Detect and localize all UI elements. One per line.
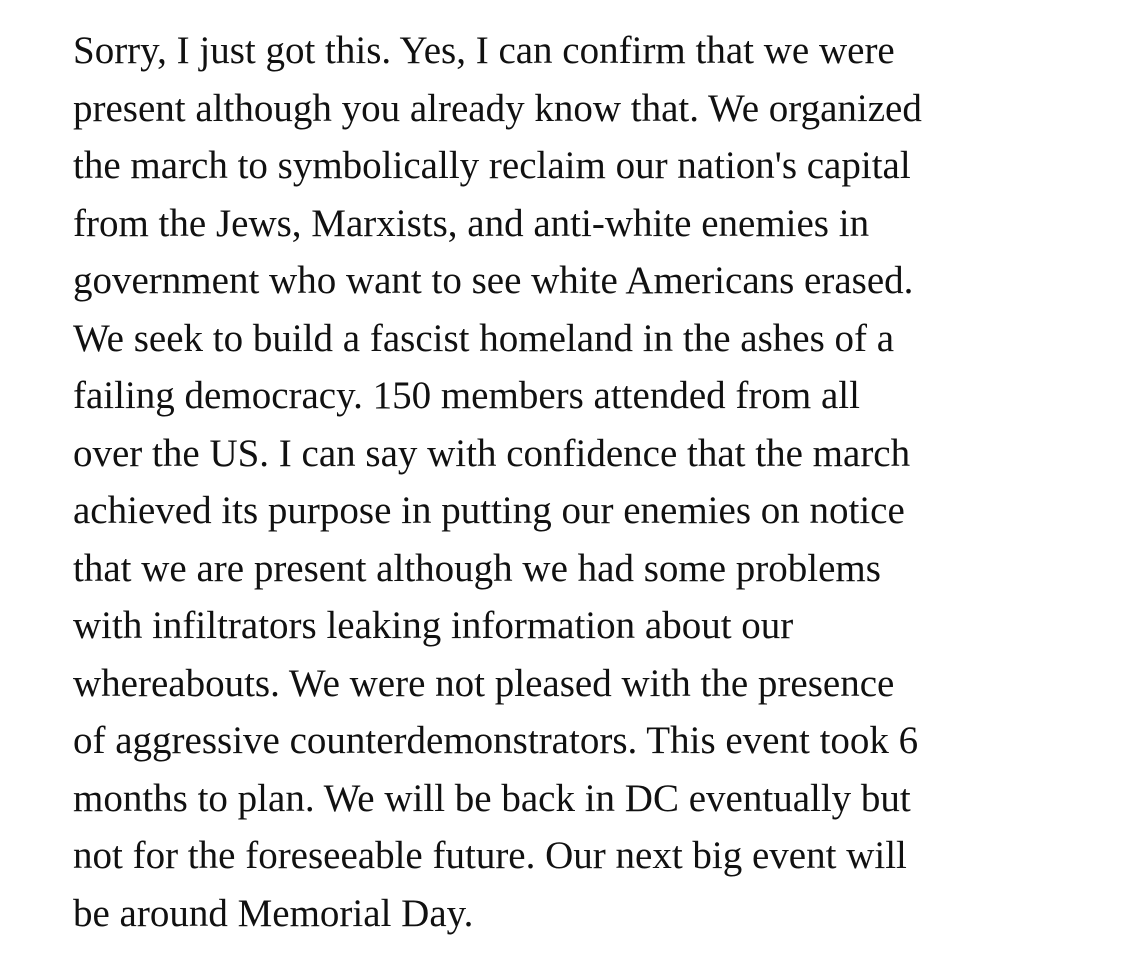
text-line-5: government who want to see white Americans erased. — [73, 259, 914, 302]
text-line-1: Sorry, I just got this. Yes, I can confirm that we were — [73, 29, 895, 72]
text-line-16: be around Memorial Day. — [73, 891, 474, 935]
text-line-11: with infiltrators leaking information about our — [73, 604, 794, 647]
text-line-8: over the US. I can say with confidence that the march — [73, 431, 911, 475]
text-line-2: present although you already know that. We organized — [73, 86, 922, 130]
text-line-12: whereabouts. We were not pleased with the presence — [73, 661, 895, 705]
text-line-7: failing democracy. 150 members attended from all — [73, 374, 860, 417]
text-line-6: We seek to build a fascist homeland in the ashes of a — [73, 316, 895, 360]
text-line-4: from the Jews, Marxists, and anti-white enemies in — [73, 201, 870, 245]
text-line-9: achieved its purpose in putting our enemies on notice — [73, 489, 905, 532]
message-text — [73, 22, 1113, 942]
text-line-13: of aggressive counterdemonstrators. This event took 6 — [73, 719, 919, 762]
text-line-14: months to plan. We will be back in DC eventually but — [73, 776, 911, 820]
text-line-15: not for the foreseeable future. Our next big event will — [73, 834, 907, 877]
text-line-10: that we are present although we had some problems — [73, 546, 881, 590]
text-line-3: the march to symbolically reclaim our nation's capital — [73, 144, 911, 187]
